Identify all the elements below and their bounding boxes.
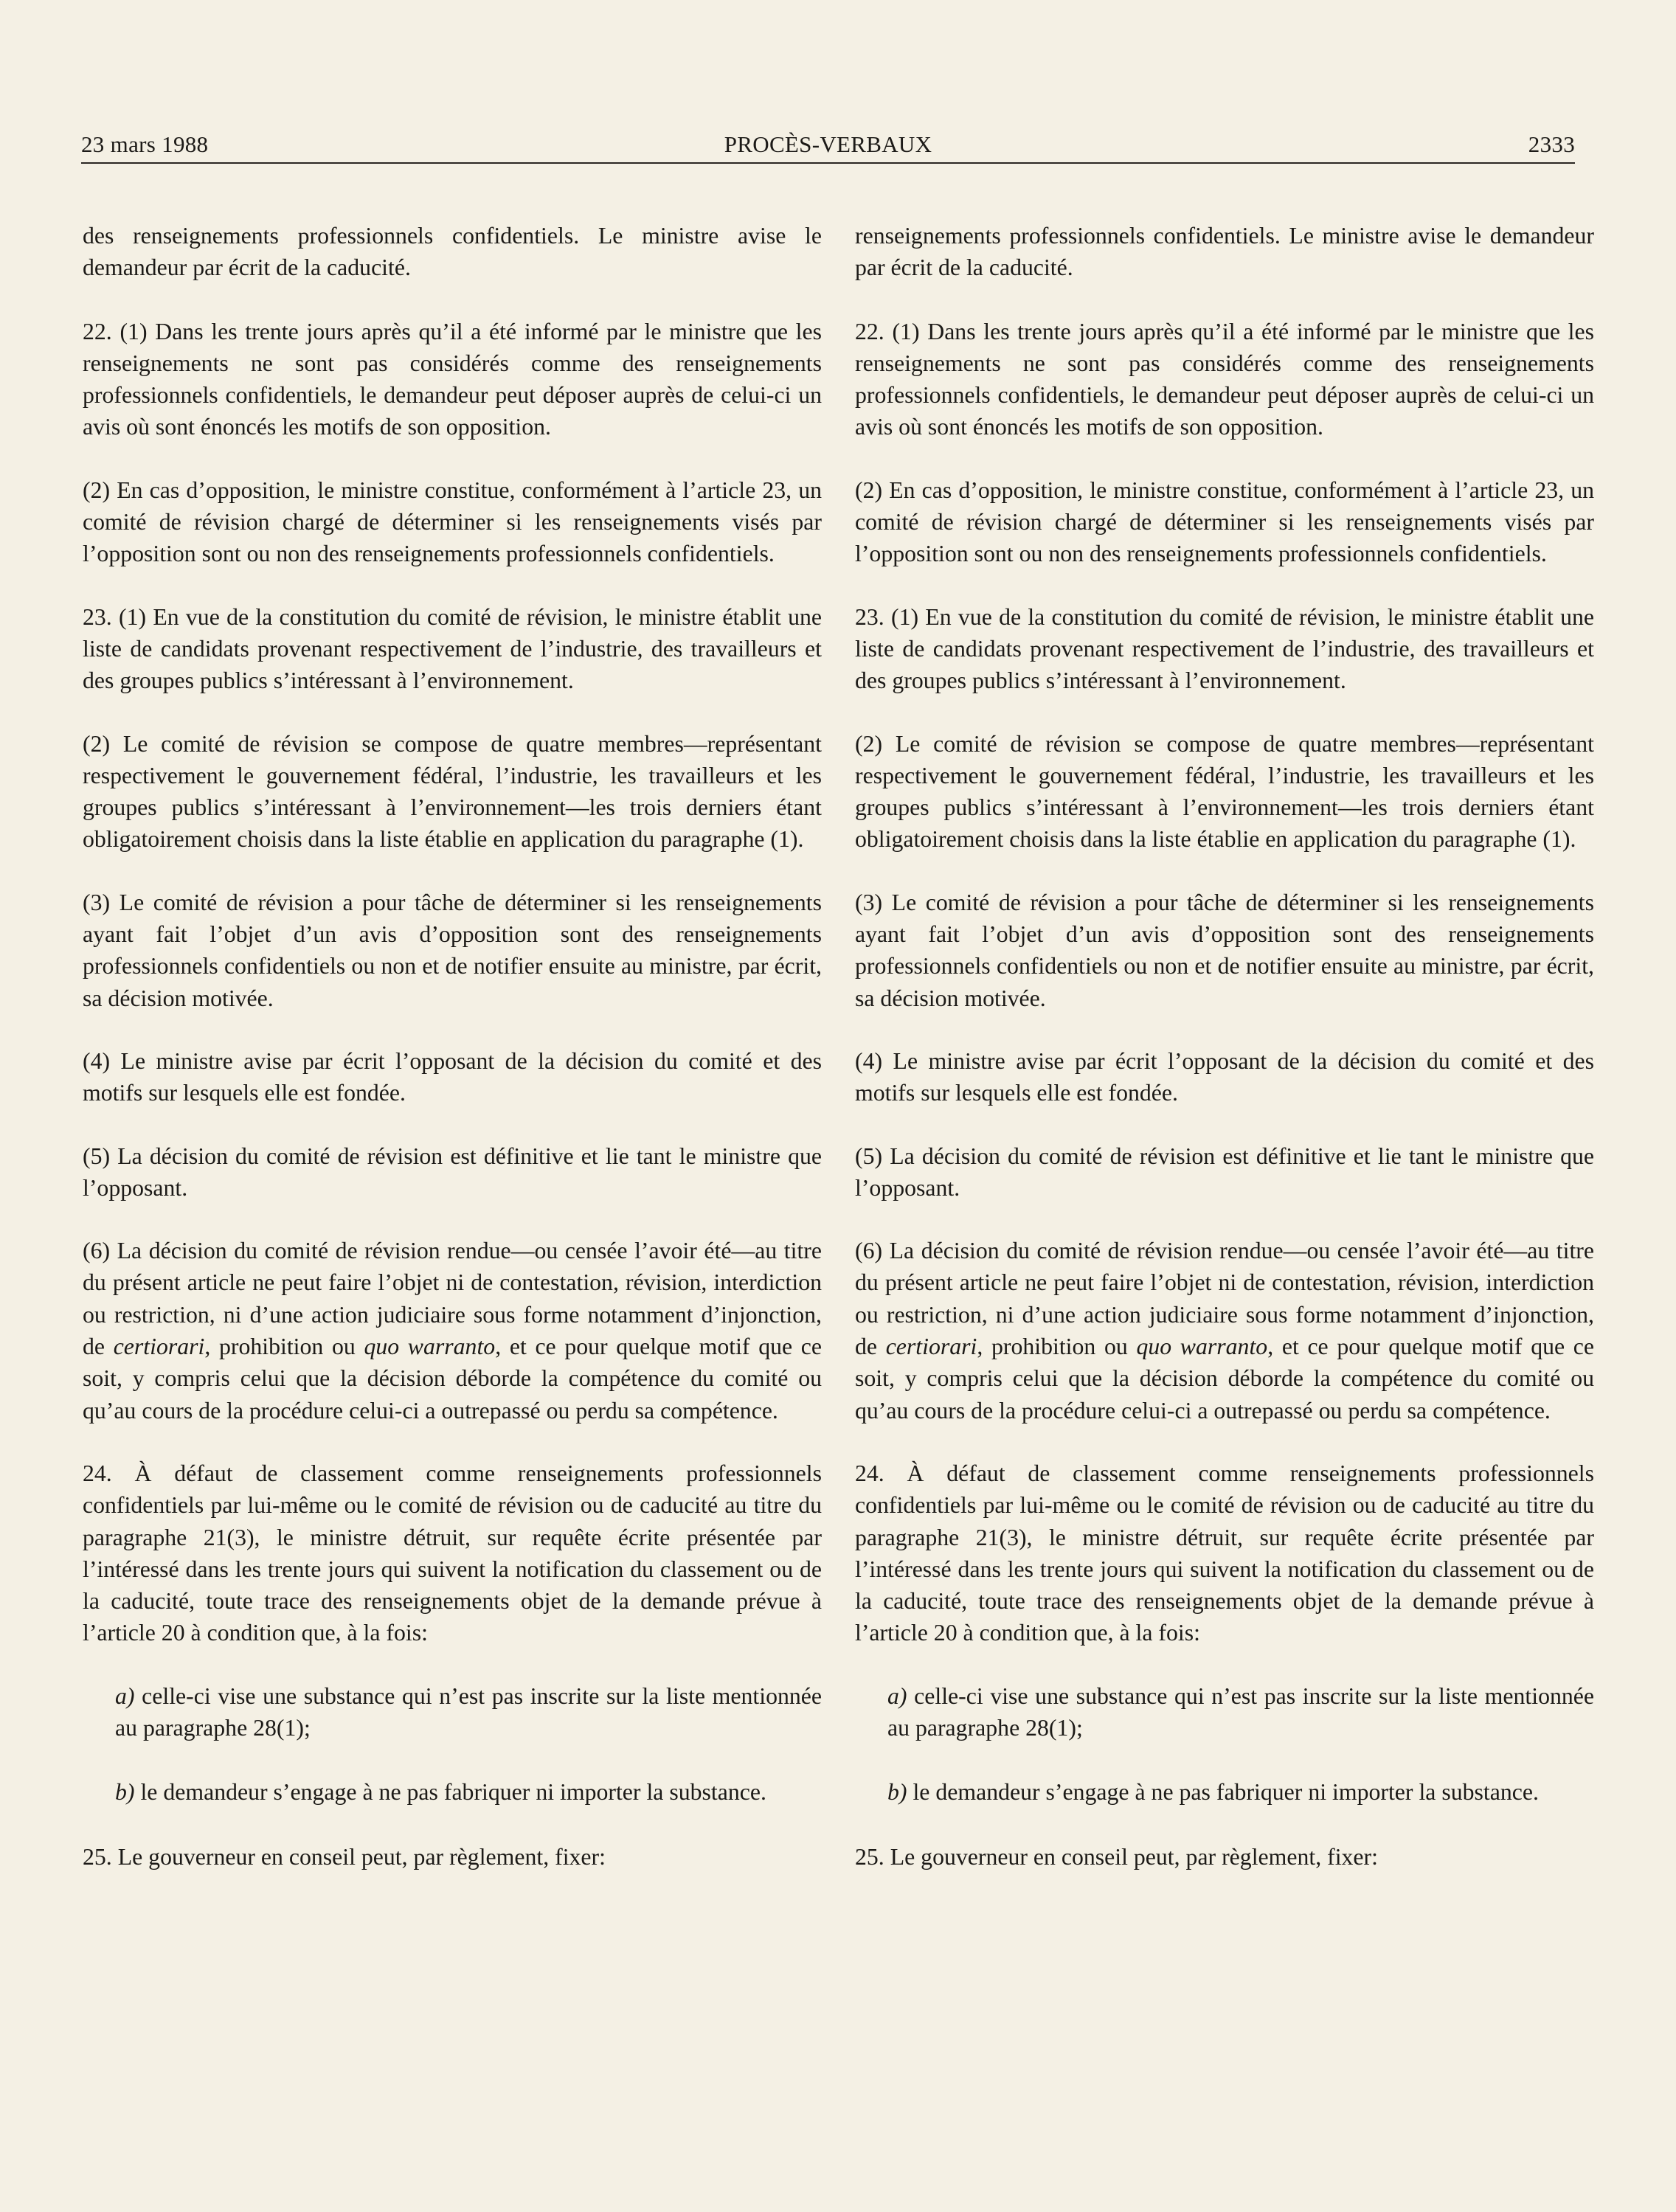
list-item-b bbox=[855, 1776, 1594, 1808]
list-item-b bbox=[83, 1776, 822, 1808]
left-column bbox=[83, 220, 822, 1873]
paragraph-section-22-1: 22. (1) Dans les trente jours après qu’il a été informé par le ministre que les renseignements ne sont pas considérés comme des renseignements professionnels confidentiels, le demandeur peut déposer auprès de celui-ci un avis où sont énoncés les motifs de son opposition. bbox=[855, 318, 1594, 440]
paragraph: renseignements professionnels confidentiels. Le ministre avise le demandeur par écrit de la caducité. bbox=[855, 223, 1594, 281]
item-letter: a) bbox=[115, 1682, 135, 1709]
paragraph-section-23-5: (5) La décision du comité de révision est définitive et lie tant le ministre que l’opposant. bbox=[855, 1143, 1594, 1201]
item-text: le demandeur s’engage à ne pas fabriquer ni importer la substance. bbox=[907, 1779, 1539, 1806]
item-text: le demandeur s’engage à ne pas fabriquer ni importer la substance. bbox=[134, 1779, 766, 1806]
paragraph-section-24: 24. À défaut de classement comme renseignements professionnels confidentiels par lui-même ou le comité de révision ou de caducité au titre du paragraphe 21(3), le ministre détruit, sur requête écrite présentée par l’intéressé dans les trente jours qui suivent la notification du classement ou de la caducité, toute trace des renseignements objet de la demande prévue à l’article 20 à condition que, à la fois: bbox=[83, 1460, 822, 1646]
paragraph-section-23-6 bbox=[855, 1235, 1594, 1426]
italic-term-quo-warranto: quo warranto bbox=[1136, 1334, 1268, 1360]
paragraph-section-23-6 bbox=[83, 1235, 822, 1426]
text-run: , et ce pour quelque motif que ce soit, y compris celui que la décision déborde la compétence du comité ou qu’au cours de la procédure celui-ci a outrepassé ou perdu sa compétence. bbox=[855, 1334, 1594, 1424]
paragraph-section-23-3: (3) Le comité de révision a pour tâche de déterminer si les renseignements ayant fait l’objet d’un avis d’opposition sont des renseignements professionnels confidentiels ou non et de notifier ensuite au ministre, par écrit, sa décision motivée. bbox=[855, 889, 1594, 1011]
item-text: celle-ci vise une substance qui n’est pas inscrite sur la liste mentionnée au paragraphe 28(1); bbox=[887, 1682, 1594, 1741]
paragraph-section-23-4: (4) Le ministre avise par écrit l’opposant de la décision du comité et des motifs sur lesquels elle est fondée. bbox=[855, 1047, 1594, 1106]
text-run: (6) La décision du comité de révision rendue—ou censée l’avoir été—au titre du présent article ne peut faire l’objet ni de contestation, révision, interdiction ou restriction, ni d’une action judiciaire sous forme notamment d’injonction, de bbox=[83, 1238, 822, 1360]
list-item-a bbox=[855, 1680, 1594, 1744]
italic-term-certiorari: certiorari bbox=[885, 1334, 977, 1360]
paragraph-section-23-2: (2) Le comité de révision se compose de quatre membres—représentant respectivement le gouvernement fédéral, l’industrie, les travailleurs et les groupes publics s’intéressant à l’environnement—les trois derniers étant obligatoirement choisis dans la liste établie en application du paragraphe (1). bbox=[83, 730, 822, 853]
list-item-a bbox=[83, 1680, 822, 1744]
item-letter: b) bbox=[887, 1779, 907, 1806]
paragraph-section-24: 24. À défaut de classement comme renseignements professionnels confidentiels par lui-même ou le comité de révision ou de caducité au titre du paragraphe 21(3), le ministre détruit, sur requête écrite présentée par l’intéressé dans les trente jours qui suivent la notification du classement ou de la caducité, toute trace des renseignements objet de la demande prévue à l’article 20 à condition que, à la fois: bbox=[855, 1460, 1594, 1646]
paragraph-section-23-1: 23. (1) En vue de la constitution du comité de révision, le ministre établit une liste de candidats provenant respectivement de l’industrie, des travailleurs et des groupes publics s’intéressant à l’environnement. bbox=[855, 603, 1594, 694]
item-letter: a) bbox=[887, 1682, 907, 1709]
header-date: 23 mars 1988 bbox=[81, 131, 209, 157]
paragraph-section-22-2: (2) En cas d’opposition, le ministre constitue, conformément à l’article 23, un comité de révision chargé de déterminer si les renseignements visés par l’opposition sont ou non des renseignements professionnels confidentiels. bbox=[855, 476, 1594, 567]
paragraph-section-23-4: (4) Le ministre avise par écrit l’opposant de la décision du comité et des motifs sur lesquels elle est fondée. bbox=[83, 1047, 822, 1106]
text-run: (6) La décision du comité de révision rendue—ou censée l’avoir été—au titre du présent article ne peut faire l’objet ni de contestation, révision, interdiction ou restriction, ni d’une action judiciaire sous forme notamment d’injonction, de bbox=[855, 1238, 1594, 1360]
paragraph: des renseignements professionnels confidentiels. Le ministre avise le demandeur par écrit de la caducité. bbox=[83, 223, 822, 281]
text-run: , prohibition ou bbox=[204, 1334, 364, 1360]
item-letter: b) bbox=[115, 1779, 135, 1806]
paragraph-section-23-2: (2) Le comité de révision se compose de quatre membres—représentant respectivement le gouvernement fédéral, l’industrie, les travailleurs et les groupes publics s’intéressant à l’environnement—les trois derniers étant obligatoirement choisis dans la liste établie en application du paragraphe (1). bbox=[855, 730, 1594, 853]
header-title: PROCÈS-VERBAUX bbox=[724, 131, 932, 157]
text-run: , prohibition ou bbox=[977, 1334, 1137, 1360]
paragraph-section-22-1: 22. (1) Dans les trente jours après qu’il a été informé par le ministre que les renseignements ne sont pas considérés comme des renseignements professionnels confidentiels, le demandeur peut déposer auprès de celui-ci un avis où sont énoncés les motifs de son opposition. bbox=[83, 318, 822, 440]
item-text: celle-ci vise une substance qui n’est pas inscrite sur la liste mentionnée au paragraphe 28(1); bbox=[115, 1682, 822, 1741]
right-column bbox=[855, 220, 1594, 1873]
paragraph-section-23-5: (5) La décision du comité de révision est définitive et lie tant le ministre que l’opposant. bbox=[83, 1143, 822, 1201]
page-number: 2333 bbox=[1528, 131, 1575, 157]
paragraph-section-23-3: (3) Le comité de révision a pour tâche de déterminer si les renseignements ayant fait l’objet d’un avis d’opposition sont des renseignements professionnels confidentiels ou non et de notifier ensuite au ministre, par écrit, sa décision motivée. bbox=[83, 889, 822, 1011]
italic-term-certiorari: certiorari bbox=[113, 1334, 205, 1360]
page-header bbox=[81, 121, 1575, 164]
paragraph-section-23-1: 23. (1) En vue de la constitution du comité de révision, le ministre établit une liste de candidats provenant respectivement de l’industrie, des travailleurs et des groupes publics s’intéressant à l’environnement. bbox=[83, 603, 822, 694]
paragraph-section-22-2: (2) En cas d’opposition, le ministre constitue, conformément à l’article 23, un comité de révision chargé de déterminer si les renseignements visés par l’opposition sont ou non des renseignements professionnels confidentiels. bbox=[83, 476, 822, 567]
italic-term-quo-warranto: quo warranto bbox=[364, 1334, 496, 1360]
paragraph-section-25: 25. Le gouverneur en conseil peut, par règlement, fixer: bbox=[83, 1843, 606, 1870]
paragraph-section-25: 25. Le gouverneur en conseil peut, par règlement, fixer: bbox=[855, 1843, 1378, 1870]
text-run: , et ce pour quelque motif que ce soit, y compris celui que la décision déborde la compétence du comité ou qu’au cours de la procédure celui-ci a outrepassé ou perdu sa compétence. bbox=[83, 1334, 822, 1424]
